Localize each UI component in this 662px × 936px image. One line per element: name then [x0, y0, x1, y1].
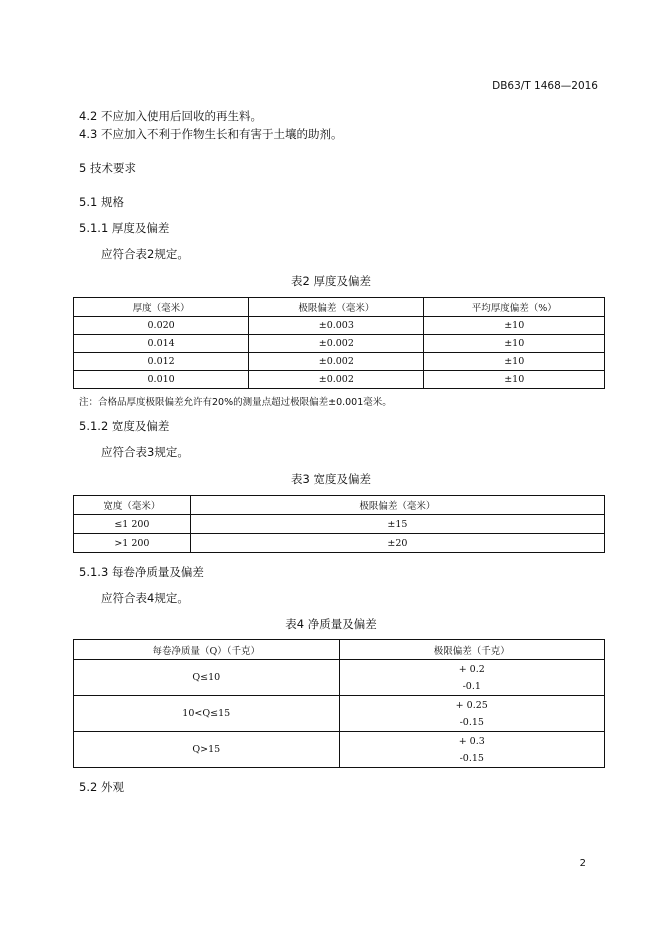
clause-4-3: 4.3 不应加入不利于作物生长和有害于土壤的助剂。	[79, 127, 343, 141]
table2-cell: ±10	[424, 353, 605, 371]
table2-cell: ±0.002	[249, 335, 424, 353]
table-row	[74, 353, 605, 371]
table-row	[74, 732, 605, 768]
table-row	[74, 335, 605, 353]
section-5-2-heading: 5.2 外观	[79, 780, 124, 794]
deviation-upper: + 0.2	[458, 663, 485, 675]
section-5-1-1-text: 应符合表2规定。	[101, 247, 189, 261]
clause-4-2: 4.2 不应加入使用后回收的再生料。	[79, 109, 262, 123]
table2-note: 注：合格品厚度极限偏差允许有20%的测量点超过极限偏差±0.001毫米。	[79, 397, 392, 408]
table2-cell: ±10	[424, 371, 605, 389]
table4-deviation-cell	[339, 732, 605, 768]
table2-cell: ±10	[424, 335, 605, 353]
table2-cell: ±0.002	[249, 371, 424, 389]
table-row	[74, 371, 605, 389]
table4-header-net-mass: 每卷净质量（Q）（千克）	[74, 640, 340, 660]
table2-cell: 0.010	[74, 371, 249, 389]
section-5-1-3-heading: 5.1.3 每卷净质量及偏差	[79, 565, 204, 579]
table2-cell: ±10	[424, 317, 605, 335]
table-row	[74, 515, 605, 534]
section-5-1-heading: 5.1 规格	[79, 195, 124, 209]
section-5-1-2-heading: 5.1.2 宽度及偏差	[79, 419, 170, 433]
deviation-lower: -0.15	[459, 716, 484, 728]
deviation-lower: -0.1	[462, 680, 481, 692]
table-row	[74, 696, 605, 732]
section-5-heading: 5 技术要求	[79, 161, 136, 175]
table-row	[74, 534, 605, 553]
table3-header-width: 宽度（毫米）	[74, 496, 191, 515]
table2-thickness	[73, 297, 605, 389]
table4-header-limit-deviation: 极限偏差（千克）	[339, 640, 605, 660]
deviation-upper: + 0.3	[458, 735, 485, 747]
table2-cell: ±0.002	[249, 353, 424, 371]
table2-cell: ±0.003	[249, 317, 424, 335]
section-5-1-3-text: 应符合表4规定。	[101, 591, 189, 605]
page-number: 2	[579, 858, 586, 869]
table2-header-thickness: 厚度（毫米）	[74, 298, 249, 317]
table2-header-avg-deviation: 平均厚度偏差（%）	[424, 298, 605, 317]
table4-range-cell: Q>15	[74, 732, 340, 768]
table3-cell: ±20	[190, 534, 604, 553]
table4-range-cell: 10<Q≤15	[74, 696, 340, 732]
table2-header-limit-deviation: 极限偏差（毫米）	[249, 298, 424, 317]
table-row	[74, 317, 605, 335]
table3-cell: >1 200	[74, 534, 191, 553]
table4-range-cell: Q≤10	[74, 660, 340, 696]
table-row	[74, 660, 605, 696]
table4-caption: 表4 净质量及偏差	[285, 617, 377, 631]
table2-caption: 表2 厚度及偏差	[291, 274, 371, 288]
table2-cell: 0.014	[74, 335, 249, 353]
table2-cell: 0.012	[74, 353, 249, 371]
table3-header-limit-deviation: 极限偏差（毫米）	[190, 496, 604, 515]
document-code: DB63/T 1468—2016	[492, 80, 598, 92]
table3-caption: 表3 宽度及偏差	[291, 472, 371, 486]
section-5-1-1-heading: 5.1.1 厚度及偏差	[79, 221, 170, 235]
table4-deviation-cell	[339, 660, 605, 696]
section-5-1-2-text: 应符合表3规定。	[101, 445, 189, 459]
table4-net-mass	[73, 639, 605, 768]
table2-cell: 0.020	[74, 317, 249, 335]
table3-cell: ≤1 200	[74, 515, 191, 534]
deviation-upper: + 0.25	[455, 699, 488, 711]
table3-width	[73, 495, 605, 553]
deviation-lower: -0.15	[459, 752, 484, 764]
table4-deviation-cell	[339, 696, 605, 732]
table3-cell: ±15	[190, 515, 604, 534]
